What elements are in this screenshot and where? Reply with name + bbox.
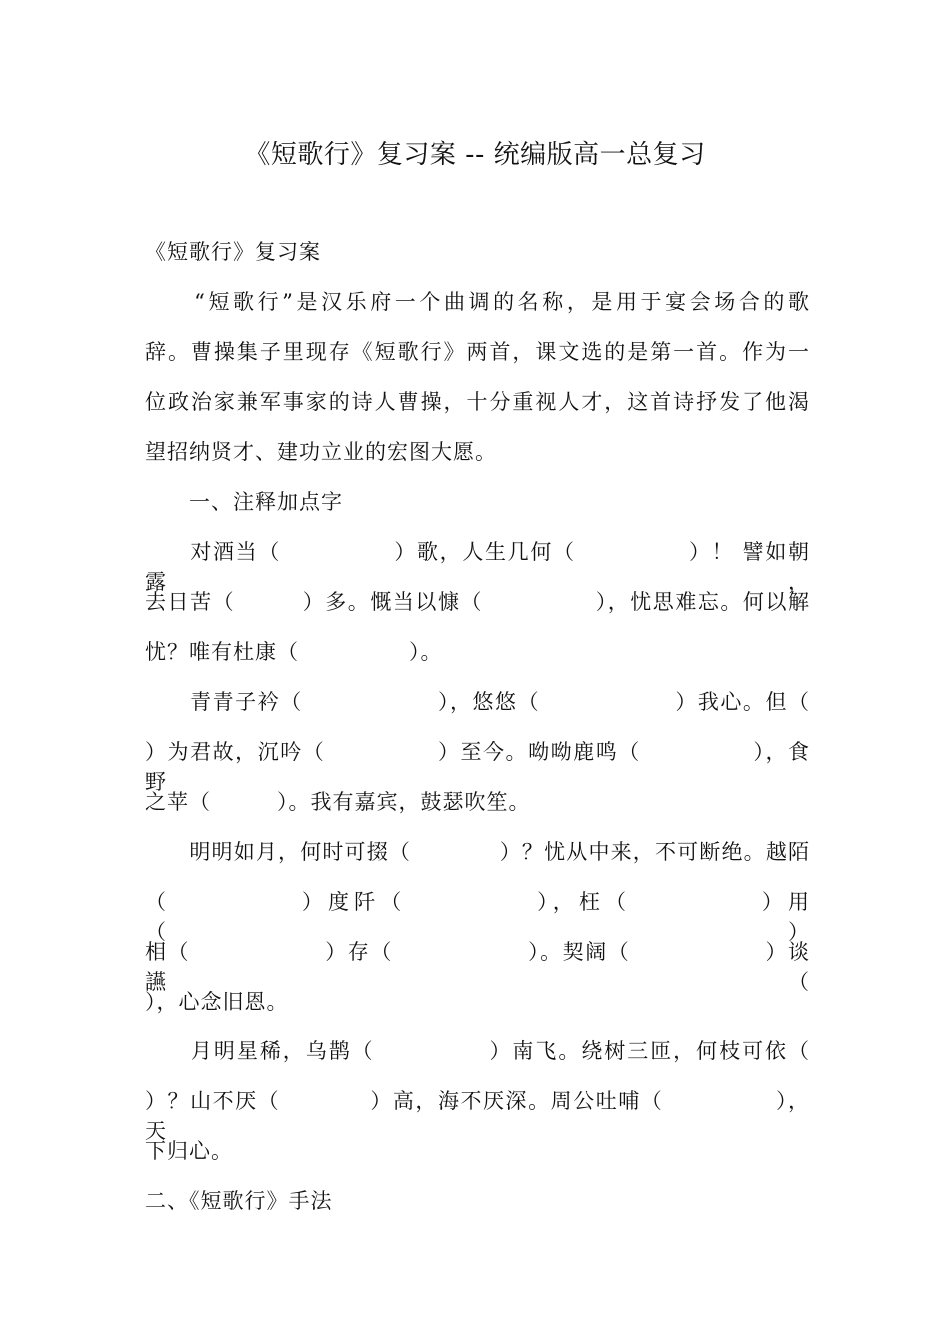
- section-heading: 一、注释加点字: [145, 490, 343, 514]
- document-title: 《短歌行》复习案 -- 统编版高一总复习: [244, 140, 706, 170]
- body-line: 望招纳贤才、建功立业的宏图大愿。: [145, 440, 497, 464]
- exercise-line: 下归心。: [145, 1139, 233, 1163]
- exercise-line: （ ）度阡（ ），枉（ ）用（ ）: [145, 890, 810, 944]
- exercise-line: ），心念旧恩。: [145, 990, 289, 1014]
- section-heading: 《短歌行》复习案: [145, 240, 321, 264]
- exercise-line: 之苹（ ）。我有嘉宾，鼓瑟吹笙。: [145, 790, 531, 814]
- exercise-line: ）为君故，沉吟（ ）至今。呦呦鹿鸣（ ），食野: [145, 740, 810, 794]
- body-line: 辞。曹操集子里现存《短歌行》两首，课文选的是第一首。作为一: [145, 340, 810, 364]
- exercise-line: 忧？唯有杜康（ ）。: [145, 640, 443, 664]
- exercise-line: 对酒当（ ）歌，人生几何（ ）！ 譬如朝露，: [145, 540, 810, 594]
- exercise-line: 青青子衿（ ），悠悠（ ）我心。但（: [145, 690, 810, 714]
- body-line: “短歌行”是汉乐府一个曲调的名称，是用于宴会场合的歌: [145, 290, 810, 314]
- exercise-line: ）？山不厌（ ）高，海不厌深。周公吐哺（ ），天: [145, 1089, 810, 1143]
- section-heading: 二、《短歌行》手法: [145, 1189, 333, 1213]
- body-line: 位政治家兼军事家的诗人曹操，十分重视人才，这首诗抒发了他渴: [145, 390, 810, 414]
- exercise-line: 月明星稀，乌鹊（ ）南飞。绕树三匝，何枝可依（: [145, 1039, 810, 1063]
- exercise-line: 明明如月，何时可掇（ ）？忧从中来，不可断绝。越陌: [145, 840, 810, 864]
- exercise-line: 去日苦（ ）多。慨当以慷（ ），忧思难忘。何以解: [145, 590, 810, 614]
- exercise-line: 相（ ）存（ ）。契阔（ ）谈讌（: [145, 940, 810, 994]
